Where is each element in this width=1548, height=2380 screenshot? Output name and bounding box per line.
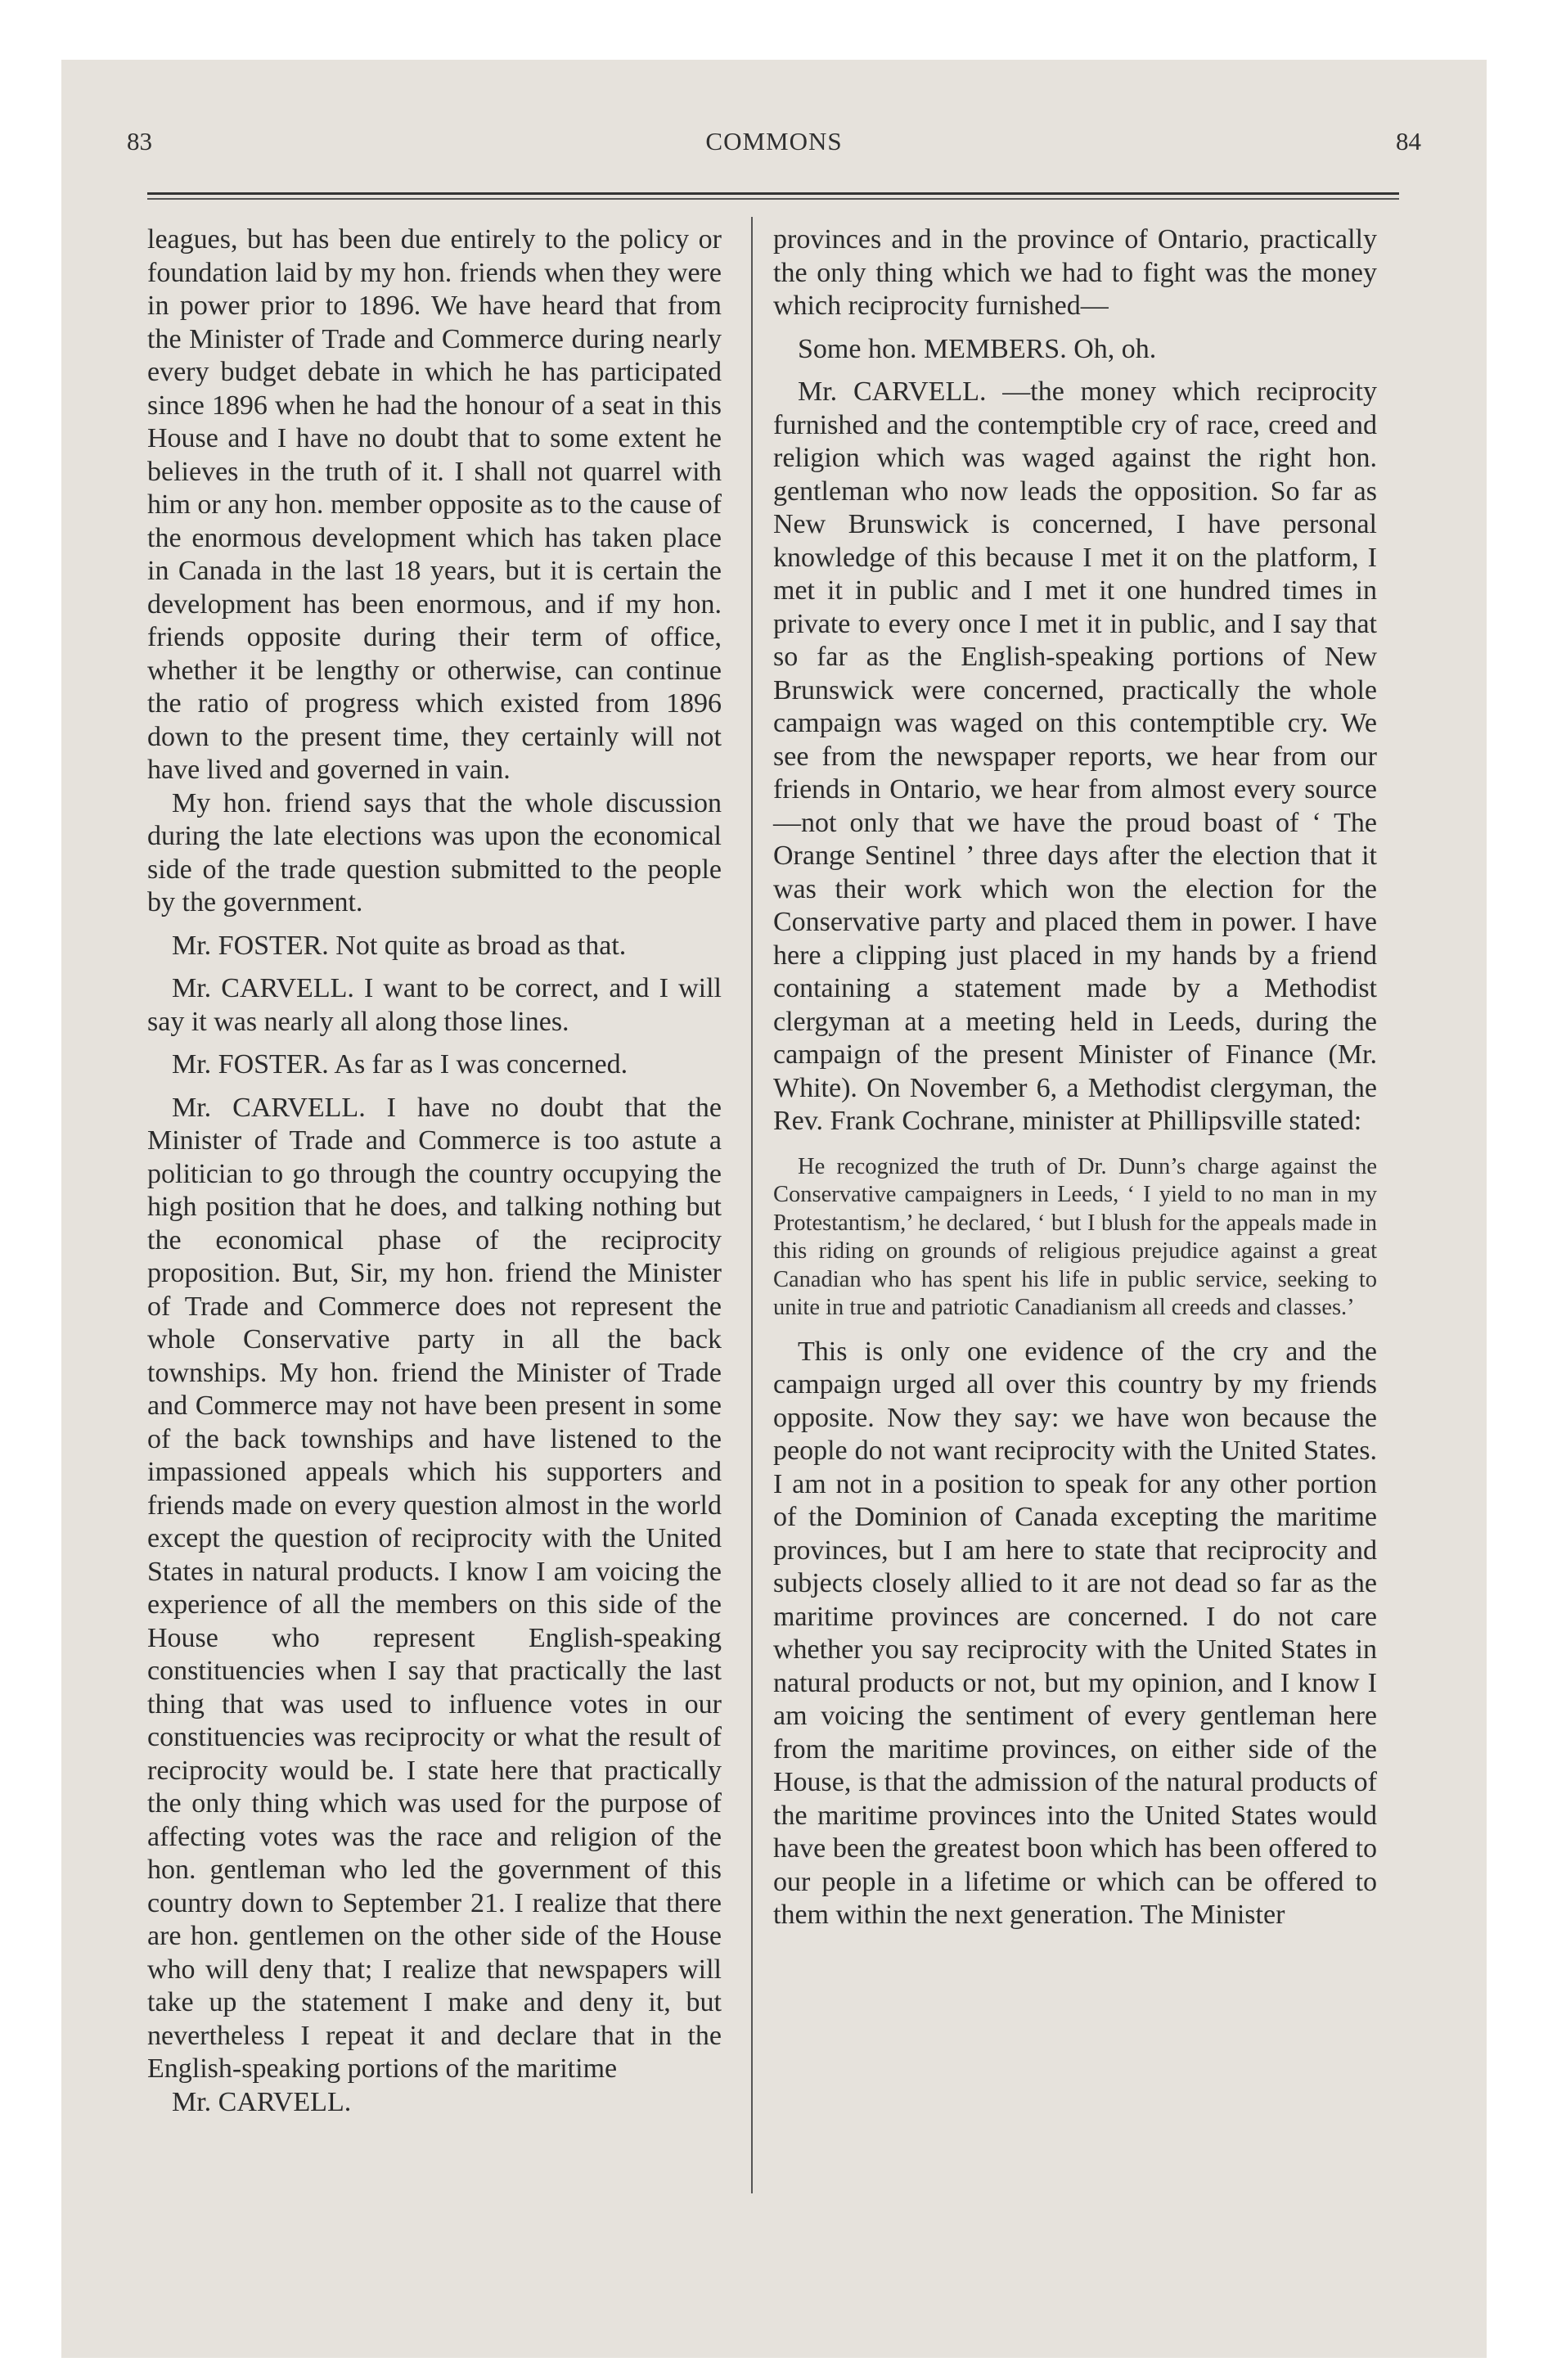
speaker-paragraph: Mr. CARVELL. —the money which reciprocity furnished and the contemptible cry of race, creed and religion which was waged against the right hon. gentleman who now leads the opposition. So far as New Brunswick is concerned, I have personal knowledge of this because I met it on the platform, I met it in public and I met it one hundred times in private to every once I met it in public, and I say that so far as the English-speaking portions of New Brunswick were concerned, practically the whole campaign was waged on this contemptible cry. We see from the newspaper reports, we hear from our friends in Ontario, we hear from almost every source—not only that we have the proud boast of ‘ The Orange Sentinel ’ three days after the election that it was their work which won the election for the Conservative party and placed them in power. I have here a clipping just placed in my hands by a friend containing a statement made by a Methodist clergyman at a meeting held in Leeds, during the campaign of the present Minister of Finance (Mr. White). On November 6, a Methodist clergyman, the Rev. Frank Cochrane, minister at Phillipsville stated:	[773, 376, 1377, 1136]
header-rule-thick	[147, 192, 1399, 195]
paragraph: provinces and in the province of Ontario, practically the only thing which we had to fight was the money which reciprocity furnished—	[773, 224, 1377, 321]
page-header	[127, 127, 1421, 160]
column-divider	[751, 217, 753, 2193]
quoted-passage: He recognized the truth of Dr. Dunn’s charge against the Conservative campaigners in Leeds, ‘ I yield to no man in my Protestantism,’ he declared, ‘ but I blush for the appeals made in this riding on grounds of religious prejudice against a great Canadian who has spent his life in public service, seeking to unite in true and patriotic Canadianism all creeds and classes.’	[773, 1153, 1377, 1320]
header-rule-thin	[147, 198, 1399, 200]
speaker-paragraph: Mr. CARVELL. I have no doubt that the Minister of Trade and Commerce is too astute a politician to go through the country occupying the high position that he does, and talking nothing but the economical phase of the reciprocity proposition. But, Sir, my hon. friend the Minister of Trade and Commerce does not represent the whole Conservative party in all the back townships. My hon. friend the Minister of Trade and Commerce may not have been present in some of the back townships and have listened to the impassioned appeals which his supporters and friends made on every question almost in the world except the question of reciprocity with the United States in natural products. I know I am voicing the experience of all the members on this side of the House who represent English-speaking constituencies when I say that practically the last thing that was used to influence votes in our constituencies was reciprocity or what the result of reciprocity would be. I state here that practically the only thing which was used for the purpose of affecting votes was the race and religion of the hon. gentleman who led the government of this country down to September 21. I realize that there are hon. gentlemen on the other side of the House who will deny that; I realize that newspapers will take up the statement I make and deny it, but nevertheless I repeat it and declare that in the English-speaking portions of the maritime	[147, 1092, 722, 2084]
paragraph: leagues, but has been due entirely to the policy or foundation laid by my hon. friends when they were in power prior to 1896. We have heard that from the Minister of Trade and Commerce during nearly every budget debate in which he has participated since 1896 when he had the honour of a seat in this House and I have no doubt that to some extent he believes in the truth of it. I shall not quarrel with him or any hon. member opposite as to the cause of the enormous development which has taken place in Canada in the last 18 years, but it is certain the development has been enormous, and if my hon. friends opposite during their term of office, whether it be lengthy or otherwise, can continue the ratio of progress which existed from 1896 down to the present time, they certainly will not have lived and governed in vain.	[147, 224, 722, 785]
speaker-paragraph: Some hon. MEMBERS. Oh, oh.	[798, 333, 1157, 364]
paragraph: This is only one evidence of the cry and the campaign urged all over this country by my friends opposite. Now they say: we have won because the people do not want reciprocity with the United States. I am not in a position to speak for any other portion of the Dominion of Canada excepting the maritime provinces, but I am here to state that reciprocity and subjects closely allied to it are not dead so far as the maritime provinces are concerned. I do not care whether you say reciprocity with the United States in natural products or not, but my opinion, and I know I am voicing the sentiment of every gentleman here from the maritime provinces, on either side of the House, is that the admission of the natural products of the maritime provinces into the United States would have been the greatest boon which has been offered to our people in a lifetime or which can be offered to them within the next generation. The Minister	[773, 1336, 1377, 1930]
left-column	[147, 223, 722, 2119]
paragraph: My hon. friend says that the whole discussion during the late elections was upon the economical side of the trade question submitted to the people by the government.	[147, 787, 722, 917]
scanned-page	[61, 60, 1487, 2358]
running-title: COMMONS	[705, 127, 843, 156]
speaker-paragraph: Mr. FOSTER. As far as I was concerned.	[172, 1049, 628, 1080]
speaker-catchword: Mr. CARVELL.	[172, 2086, 352, 2117]
speaker-paragraph: Mr. CARVELL. I want to be correct, and I will say it was nearly all along those lines.	[147, 973, 722, 1037]
speaker-paragraph: Mr. FOSTER. Not quite as broad as that.	[172, 930, 627, 961]
right-column	[773, 223, 1377, 1932]
page-number-left: 83	[127, 127, 152, 156]
page-number-right: 84	[1396, 127, 1421, 156]
